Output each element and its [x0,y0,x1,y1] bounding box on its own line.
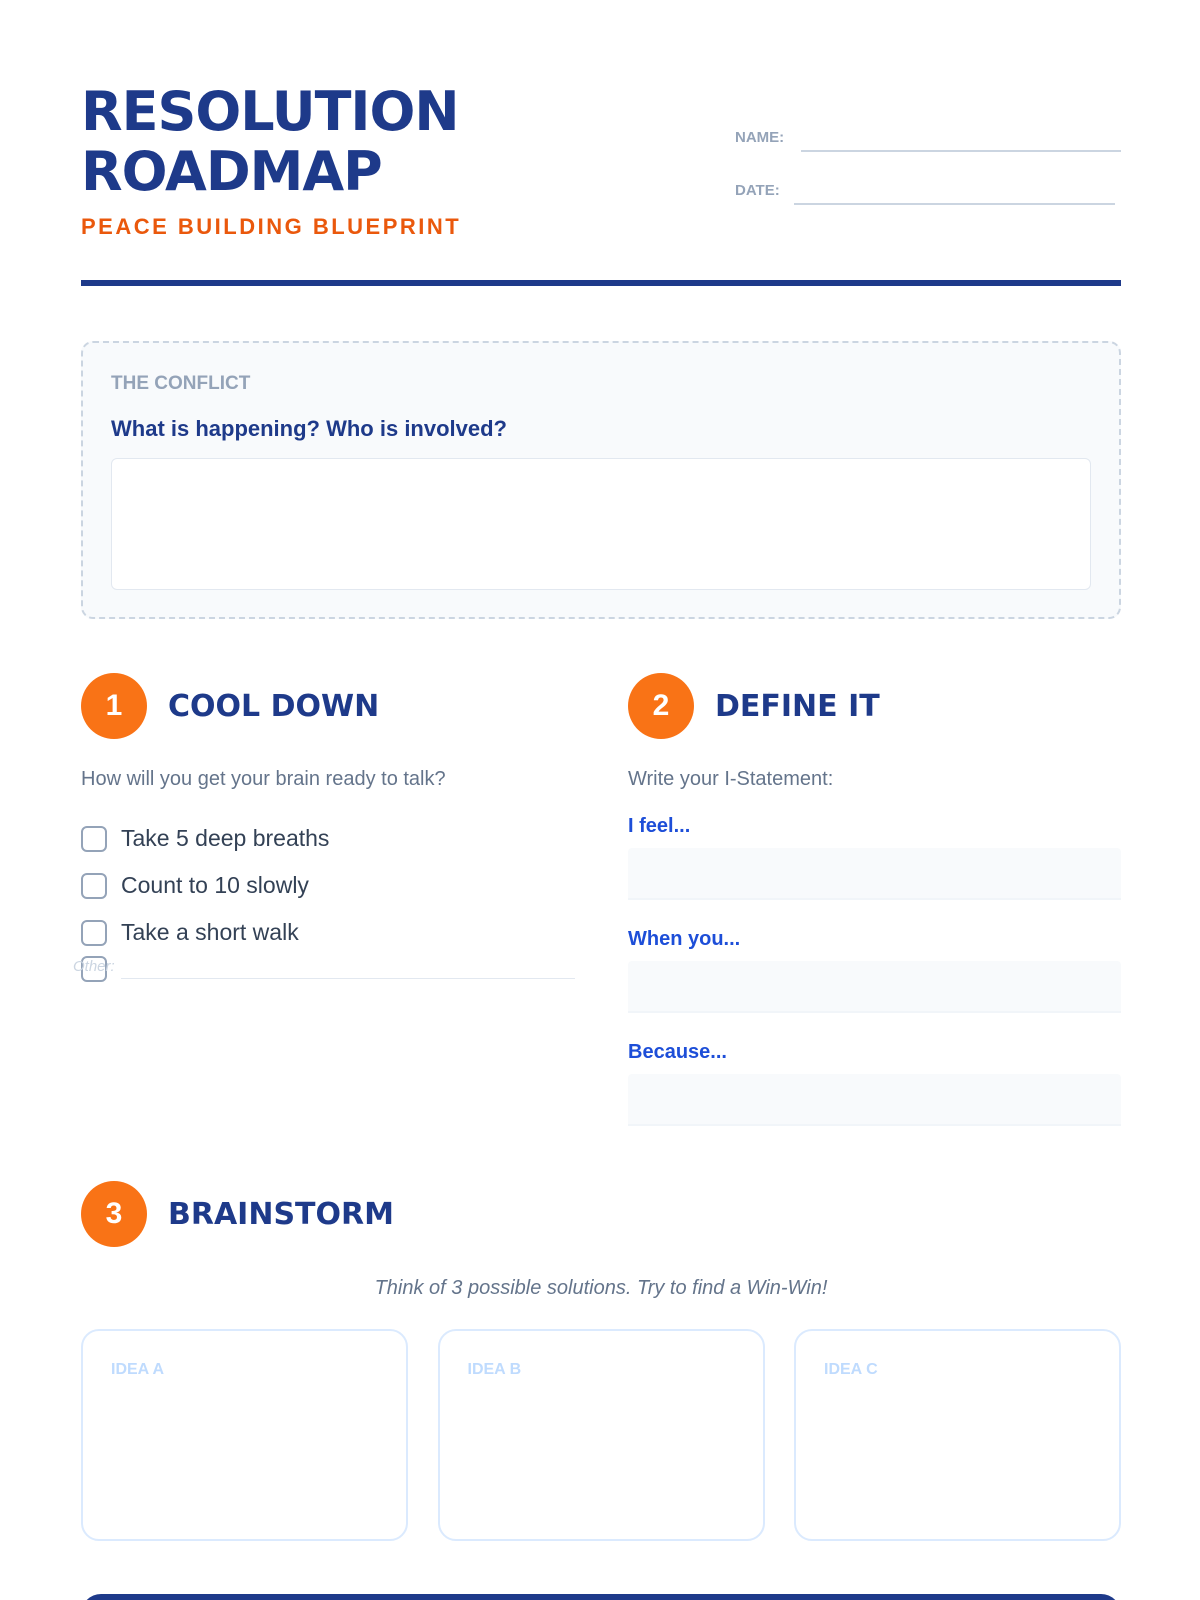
when-you-group [628,928,1121,1013]
step-3-title: BRAINSTORM [168,1196,394,1232]
idea-cards [81,1329,1121,1541]
checkbox[interactable] [81,873,107,899]
name-label: NAME: [735,129,785,146]
step-2-number: 2 [628,673,694,739]
step-1-number: 1 [81,673,147,739]
step-2-header [628,673,880,739]
idea-card-b[interactable] [438,1329,765,1541]
name-row [735,120,1121,152]
idea-label: IDEA B [467,1361,522,1378]
conflict-prompt: What is happening? Who is involved? [111,416,507,441]
date-row [735,173,1121,205]
when-you-field[interactable] [628,961,1121,1013]
name-field[interactable] [801,124,1121,152]
option-count-to-10[interactable] [81,862,329,909]
page-subtitle: PEACE BUILDING BLUEPRINT [81,214,462,239]
other-label: Other: [73,958,115,975]
option-label: Count to 10 slowly [121,872,309,898]
idea-card-c[interactable] [794,1329,1121,1541]
because-field[interactable] [628,1074,1121,1126]
page-title-line-2: ROADMAP [81,140,382,203]
when-you-label: When you... [628,928,741,950]
option-label: Take 5 deep breaths [121,825,330,851]
idea-card-a[interactable] [81,1329,408,1541]
idea-label: IDEA C [824,1361,878,1378]
conflict-label: THE CONFLICT [111,373,251,394]
cool-down-options [81,815,329,956]
i-feel-field[interactable] [628,848,1121,900]
step-3-helper: Think of 3 possible solutions. Try to find a Win-Win! [374,1277,828,1299]
meta-fields [735,120,1121,226]
conflict-answer-area[interactable] [111,458,1091,590]
step-3-header [81,1181,394,1247]
date-field[interactable] [794,177,1115,205]
option-other[interactable] [73,956,575,982]
checkbox[interactable] [81,920,107,946]
conflict-box [81,341,1121,619]
i-feel-label: I feel... [628,815,691,837]
step-2-helper: Write your I-Statement: [628,768,834,790]
step-1-title: COOL DOWN [168,688,380,724]
footer-bar [81,1594,1121,1600]
i-feel-group [628,815,1121,900]
step-1-helper: How will you get your brain ready to talk? [81,768,446,790]
because-group [628,1041,1121,1126]
step-1-header [81,673,379,739]
step-2-title: DEFINE IT [715,688,880,724]
header-divider [81,280,1121,286]
page-title-line-1: RESOLUTION [81,80,459,143]
option-deep-breaths[interactable] [81,815,329,862]
option-short-walk[interactable] [81,909,329,956]
because-label: Because... [628,1041,727,1063]
other-field[interactable] [121,978,575,979]
checkbox[interactable] [81,826,107,852]
idea-label: IDEA A [111,1361,165,1378]
option-label: Take a short walk [121,919,299,945]
step-3-number: 3 [81,1181,147,1247]
date-label: DATE: [735,182,780,199]
title-block [81,82,461,240]
